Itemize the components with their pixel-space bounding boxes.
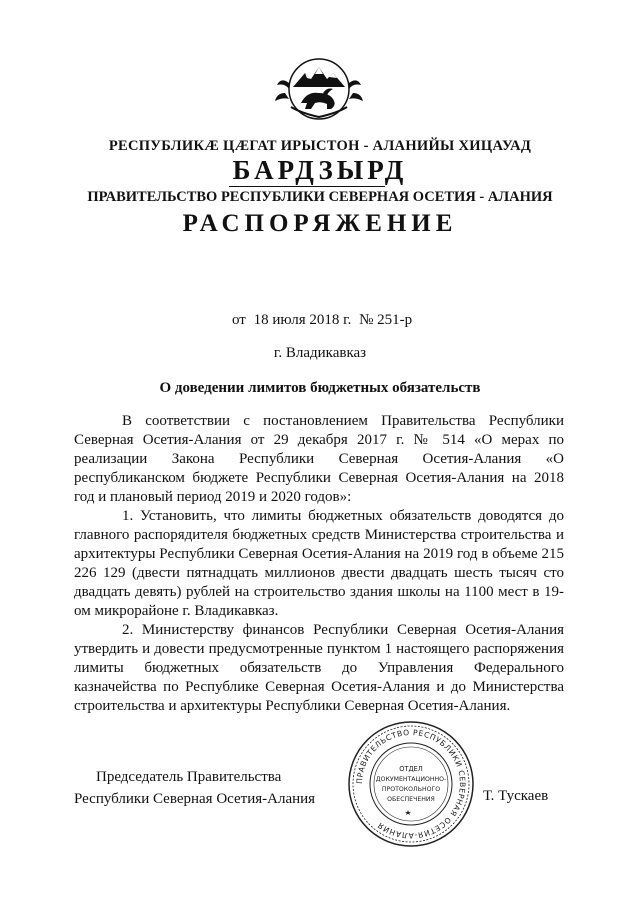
body-paragraph: В соответствии с постановлением Правительства Республики Северная Осетия-Алания от 29 декабря 2017 г. № 514 «О мерах по реализации Закона Республики Северная Осетия-Алания «О республиканском бюджете Республики Северная Осетия-Алания на 2018 год и плановый период 2019 и 2020 годов»: (74, 413, 564, 505)
ossetian-government-heading: РЕСПУБЛИКӔ ЦӔГАТ ИРЫСТОН - АЛАНИЙЫ ХИЦАУАД (108, 138, 532, 154)
coat-of-arms-emblem-icon (271, 57, 367, 121)
signer-position-line-1: Председатель Правительства (96, 769, 282, 785)
heading-underline (229, 186, 385, 187)
official-seal-stamp (346, 719, 476, 849)
body-paragraph: 1. Установить, что лимиты бюджетных обязательств доводятся до главного распорядителя бюджетных средств Министерства строительства и архитектуры Республики Северная Осетия-Алания на 2019 год в объеме 215 226 129 (двести пятнадцать миллионов двести двадцать шесть тысяч сто двадцать девять) рублей на строительство здания школы на 1100 мест в 19-ом микрорайоне г. Владикавказ. (74, 508, 564, 619)
ossetian-doc-type-heading: БАРДЗЫРД (232, 155, 408, 185)
document-body (74, 412, 564, 716)
issue-city: г. Владикавказ (273, 345, 367, 361)
document-number: № 251-р (359, 312, 413, 328)
seal-center-line-4: ОБЕСПЕЧЕНИЯ (387, 796, 435, 803)
signer-position (74, 766, 315, 810)
document-title: О доведении лимитов бюджетных обязательств (159, 380, 481, 396)
svg-text:ПРАВИТЕЛЬСТВО РЕСПУБЛИКИ СЕВЕР (355, 728, 467, 840)
seal-center-line-3: ПРОТОКОЛЬНОГО (381, 786, 441, 793)
signer-position-line-2: Республики Северная Осетия-Алания (74, 791, 316, 807)
date-prefix: от (232, 312, 246, 328)
seal-center-line-1: ОТДЕЛ (399, 765, 423, 773)
seal-center-line-2: ДОКУМЕНТАЦИОННО- (375, 776, 447, 783)
russian-government-heading: ПРАВИТЕЛЬСТВО РЕСПУБЛИКИ СЕВЕРНАЯ ОСЕТИЯ - АЛАНИЯ (87, 189, 553, 205)
russian-doc-type-heading: РАСПОРЯЖЕНИЕ (182, 210, 458, 237)
seal-star-icon (405, 810, 411, 815)
seal-ring-text: ПРАВИТЕЛЬСТВО РЕСПУБЛИКИ СЕВЕРНАЯ ОСЕТИЯ-АЛАНИЯ (354, 727, 468, 841)
date-number-line (232, 312, 416, 329)
body-paragraph: 2. Министерству финансов Республики Северная Осетия-Алания утвердить и довести предусмотренные пунктом 1 настоящего распоряжения лимиты бюджетных обязательств до Управления Федерального казначейства по Республике Северная Осетия-Алания и до Министерства строительства и архитектуры Республики Северная Осетия-Алания. (74, 622, 564, 714)
signer-name: Т. Тускаев (483, 788, 549, 804)
document-date: 18 июля 2018 г. (253, 312, 352, 328)
